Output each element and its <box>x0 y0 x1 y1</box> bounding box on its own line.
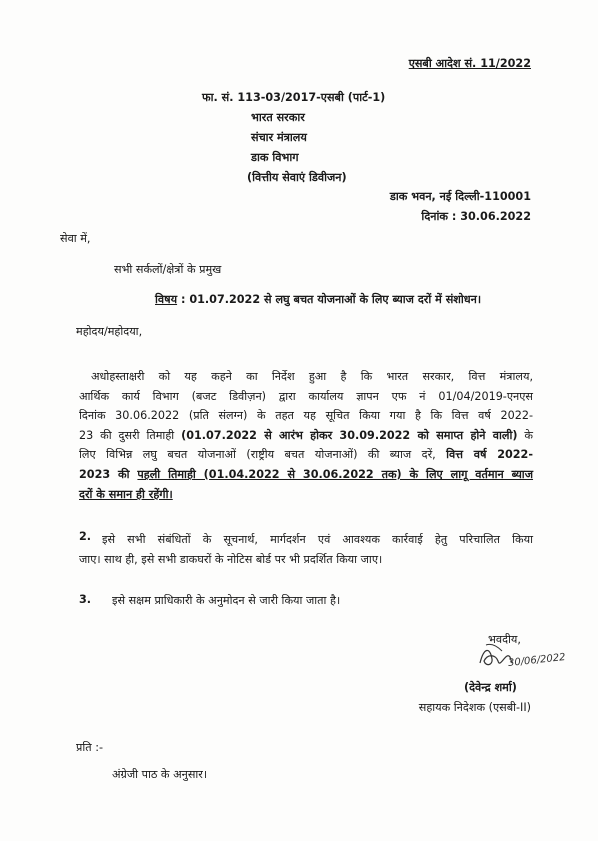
office-address: डाक भवन, नई दिल्ली-110001 <box>389 190 531 203</box>
order-number: एसबी आदेश सं. 11/2022 <box>408 57 531 70</box>
header-govt: भारत सरकार <box>251 111 305 124</box>
para2-line-2: जाए। साथ ही, इसे सभी डाकघरों के नोटिस बोर्ड पर भी प्रदर्शित किया जाए। <box>79 552 383 566</box>
signatory-designation: सहायक निदेशक (एसबी-II) <box>418 701 531 714</box>
file-number: फा. सं. 113-03/2017-एसबी (पार्ट-1) <box>202 91 386 104</box>
para1-line-5: लिए विभिन्न लघु बचत योजनाओं (राष्ट्रीय बचत योजनाओं) की ब्याज दरें, वित्त वर्ष 2022- <box>79 448 533 462</box>
subject-label: विषय <box>155 293 178 306</box>
header-ministry: संचार मंत्रालय <box>251 131 307 144</box>
para1-line-2: आर्थिक कार्य विभाग (बजट डिवीज़न) द्वारा कार्यालय ज्ञापन एफ नं 01/04/2019-एनएस <box>79 389 533 403</box>
para1-line-1: अधोहस्ताक्षरी को यह कहने का निर्देश हुआ है कि भारत सरकार, वित्त मंत्रालय, <box>91 370 533 383</box>
subject-text: : 01.07.2022 से लघु बचत योजनाओं के लिए ब्याज दरों में संशोधन। <box>177 293 482 306</box>
paragraph-2 <box>79 530 533 569</box>
recipient: सभी सर्कलों/क्षेत्रों के प्रमुख <box>114 263 222 276</box>
copy-label: प्रति :- <box>76 741 104 754</box>
para2-line-1: इसे सभी संबंधितों के सूचनार्थ, मार्गदर्शन एवं आवश्यक कार्रवाई हेतु परिचालित किया <box>102 533 533 546</box>
para3-number: 3. <box>79 593 92 606</box>
para1-line-4: 23 की दुसरी तिमाही (01.07.2022 से आरंभ होकर 30.09.2022 को समाप्त होने वाली) के <box>79 428 533 442</box>
para1-line-3: दिनांक 30.06.2022 (प्रति संलग्न) के तहत यह सूचित किया गया है कि वित्त वर्ष 2022- <box>79 409 533 423</box>
para1-line-7: दरों के समान ही रहेंगी। <box>79 487 173 501</box>
paragraph-3: इसे सक्षम प्राधिकारी के अनुमोदन से जारी किया जाता है। <box>112 594 341 607</box>
to-label: सेवा में, <box>60 232 91 245</box>
header-division: (वित्तीय सेवाएं डिवीजन) <box>247 171 347 184</box>
document-date: दिनांक : 30.06.2022 <box>421 210 531 223</box>
para1-line-6: 2023 की पहली तिमाही (01.04.2022 से 30.06.2022 तक) के लिए लागू वर्तमान ब्याज <box>79 467 534 481</box>
paragraph-1 <box>79 367 533 504</box>
signature-date: 30/06/2022 <box>507 652 567 669</box>
closing: भवदीय, <box>488 633 521 646</box>
para2-number: 2. <box>79 530 92 543</box>
salutation: महोदय/महोदया, <box>76 325 143 338</box>
header-department: डाक विभाग <box>251 151 299 164</box>
copy-text: अंग्रेजी पाठ के अनुसार। <box>112 768 208 781</box>
signatory-name: (देवेन्द्र शर्मा) <box>464 681 517 694</box>
subject-line <box>155 292 481 307</box>
